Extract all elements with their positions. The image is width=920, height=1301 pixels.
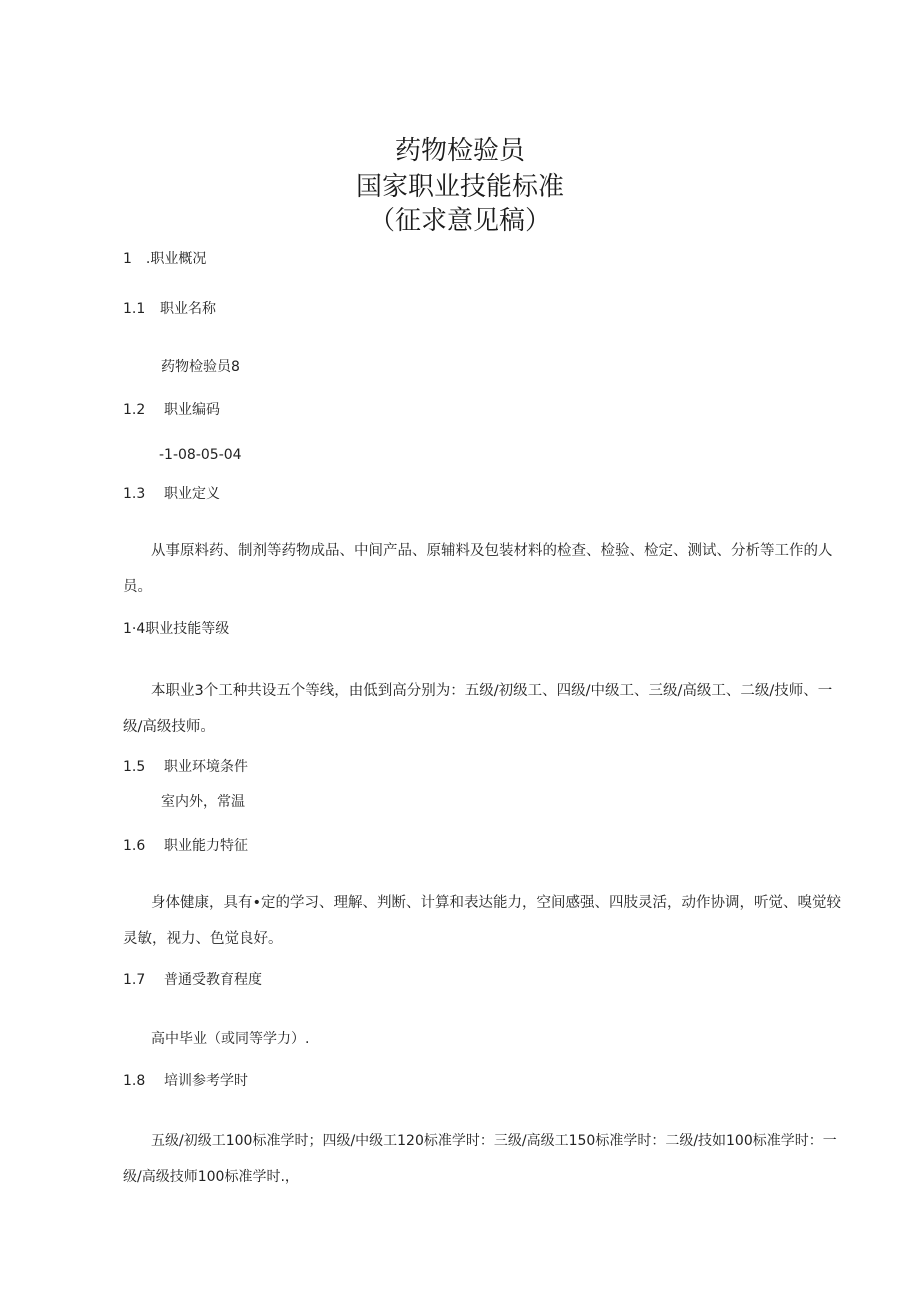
section-1-3-heading — [123, 484, 220, 504]
section-label: 职业定义 — [164, 486, 220, 502]
section-1-8-paragraph: 五级/初级工100标准学时；四级/中级工120标准学时：三级/高级工150标准学时：二级/技如100标准学时：一级/高级技师100标准学时.， — [123, 1133, 837, 1185]
section-label: 培训参考学时 — [164, 1073, 248, 1089]
section-label: 职业技能等级 — [145, 621, 230, 637]
section-1-7-heading — [123, 970, 262, 990]
document-title-line-3: （征求意见稿） — [368, 206, 551, 236]
section-number: 1.1 — [123, 301, 146, 317]
document-title-line-2: 国家职业技能标准 — [355, 172, 564, 202]
section-number: 1 — [123, 251, 132, 267]
section-1-1-heading — [123, 299, 216, 319]
section-1-5-value: 室内外，常温 — [161, 794, 245, 810]
section-number: 1.5 — [123, 759, 146, 775]
section-1-4-paragraph: 本职业3个工种共设五个等线，由低到高分别为：五级/初级工、四级/中级工、三级/高级工、二级/技师、一级/高级技师。 — [123, 683, 833, 735]
section-1-2-heading — [123, 400, 220, 420]
section-label: 职业环境条件 — [164, 759, 248, 775]
section-label: 普通受教育程度 — [164, 972, 262, 988]
section-number: 1·4 — [123, 621, 146, 637]
document-title-line-1: 药物检验员 — [394, 136, 525, 166]
section-1-8-heading — [123, 1071, 248, 1091]
section-1-6-paragraph: 身体健康，具有•定的学习、理解、判断、计算和表达能力，空间感强、四肢灵活，动作协调，听觉、嗅觉较灵敏，视力、色觉良好。 — [123, 895, 842, 947]
section-number: 1.2 — [123, 402, 146, 418]
section-1-2-value: -1-08-05-04 — [159, 447, 242, 463]
section-label: 职业能力特征 — [164, 838, 248, 854]
section-number: 1.7 — [123, 972, 146, 988]
section-1-4-heading — [123, 619, 229, 639]
section-1-5-heading — [123, 757, 248, 777]
section-1-7-value: 高中毕业（或同等学力）. — [151, 1031, 310, 1047]
section-1-1-value: 药物检验员8 — [161, 359, 240, 375]
section-1-6-heading — [123, 836, 248, 856]
section-1-heading — [123, 249, 206, 269]
section-number: 1.3 — [123, 486, 146, 502]
section-label: 职业编码 — [164, 402, 220, 418]
section-label: .职业概况 — [145, 251, 207, 267]
section-label: 职业名称 — [160, 301, 216, 317]
section-1-3-paragraph: 从事原料药、制剂等药物成品、中间产品、原辅料及包装材料的检查、检验、检定、测试、分析等工作的人员。 — [123, 543, 833, 595]
section-number: 1.8 — [123, 1073, 146, 1089]
section-number: 1.6 — [123, 838, 146, 854]
